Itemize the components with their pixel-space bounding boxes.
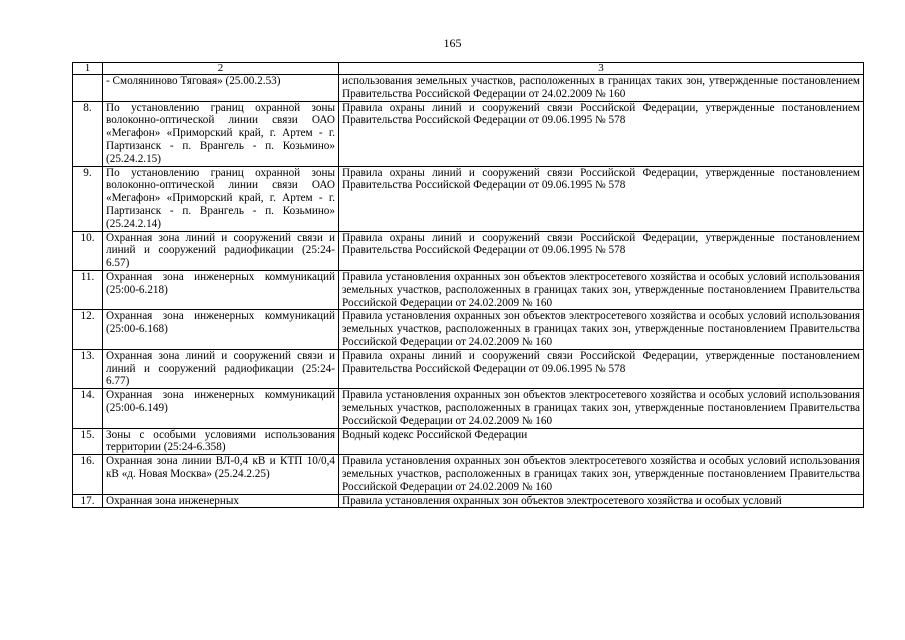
zones-table: [72, 62, 864, 508]
row-number: 9.: [73, 166, 103, 231]
legal-basis: использования земельных участков, расположенных в границах таких зон, утвержденные постановлением Правительства Российской Федерации от 24.02.2009 № 160: [339, 75, 864, 102]
table-row: [73, 455, 864, 494]
row-number: 8.: [73, 101, 103, 166]
legal-basis: Водный кодекс Российской Федерации: [339, 428, 864, 455]
zone-name: Охранная зона линий и сооружений связи и линий и сооружений радиофикации (25:24-6.77): [103, 349, 339, 388]
legal-basis: Правила охраны линий и сооружений связи Российской Федерации, утвержденные постановлением Правительства Российской Федерации от 09.06.1995 № 578: [339, 349, 864, 388]
legal-basis: Правила охраны линий и сооружений связи Российской Федерации, утвержденные постановлением Правительства Российской Федерации от 09.06.1995 № 578: [339, 166, 864, 231]
table-row: [73, 428, 864, 455]
zone-name: - Смоляниново Тяговая» (25.00.2.53): [103, 75, 339, 102]
zone-name: Охранная зона инженерных коммуникаций (25:00-6.218): [103, 270, 339, 309]
row-number: 15.: [73, 428, 103, 455]
table-row: [73, 494, 864, 508]
table-row: [73, 231, 864, 270]
table-row: [73, 349, 864, 388]
legal-basis: Правила установления охранных зон объектов электросетевого хозяйства и особых условий использования земельных участков, расположенных в границах таких зон, утвержденные постановлением Правительства Российской Федерации от 24.02.2009 № 160: [339, 270, 864, 309]
row-number: 10.: [73, 231, 103, 270]
table-header-row: [73, 63, 864, 75]
table-row: [73, 310, 864, 349]
column-header-number: 1: [73, 63, 103, 75]
table-row: [73, 166, 864, 231]
legal-basis: Правила охраны линий и сооружений связи Российской Федерации, утвержденные постановлением Правительства Российской Федерации от 09.06.1995 № 578: [339, 101, 864, 166]
row-number: [73, 75, 103, 102]
table-row: [73, 389, 864, 428]
column-header-document: 3: [339, 63, 864, 75]
legal-basis: Правила установления охранных зон объектов электросетевого хозяйства и особых условий использования земельных участков, расположенных в границах таких зон, утвержденные постановлением Правительства Российской Федерации от 24.02.2009 № 160: [339, 455, 864, 494]
table-row: [73, 101, 864, 166]
zone-name: Зоны с особыми условиями использования территории (25:24-6.358): [103, 428, 339, 455]
row-number: 12.: [73, 310, 103, 349]
row-number: 17.: [73, 494, 103, 508]
zone-name: Охранная зона инженерных: [103, 494, 339, 508]
legal-basis: Правила установления охранных зон объектов электросетевого хозяйства и особых условий использования земельных участков, расположенных в границах таких зон, утвержденные постановлением Правительства Российской Федерации от 24.02.2009 № 160: [339, 310, 864, 349]
page-number: 165: [443, 36, 462, 50]
zone-name: Охранная зона инженерных коммуникаций (25:00-6.149): [103, 389, 339, 428]
zone-name: По установлению границ охранной зоны волоконно-оптической линии связи ОАО «Мегафон» «Приморский край, г. Артем - г. Партизанск - п. Врангель - п. Козьмино» (25.24.2.15): [103, 101, 339, 166]
row-number: 11.: [73, 270, 103, 309]
row-number: 13.: [73, 349, 103, 388]
zone-name: По установлению границ охранной зоны волоконно-оптической линии связи ОАО «Мегафон» «Приморский край, г. Артем - г. Партизанск - п. Врангель - п. Козьмино» (25.24.2.14): [103, 166, 339, 231]
zone-name: Охранная зона линий и сооружений связи и линий и сооружений радиофикации (25:24-6.57): [103, 231, 339, 270]
legal-basis: Правила установления охранных зон объектов электросетевого хозяйства и особых условий использования земельных участков, расположенных в границах таких зон, утвержденные постановлением Правительства Российской Федерации от 24.02.2009 № 160: [339, 389, 864, 428]
column-header-zone: 2: [103, 63, 339, 75]
table-row: [73, 270, 864, 309]
table-row: [73, 75, 864, 102]
row-number: 14.: [73, 389, 103, 428]
row-number: 16.: [73, 455, 103, 494]
zone-name: Охранная зона инженерных коммуникаций (25:00-6.168): [103, 310, 339, 349]
zone-name: Охранная зона линии ВЛ-0,4 кВ и КТП 10/0,4 кВ «д. Новая Москва» (25.24.2.25): [103, 455, 339, 494]
legal-basis: Правила установления охранных зон объектов электросетевого хозяйства и особых условий: [339, 494, 864, 508]
legal-basis: Правила охраны линий и сооружений связи Российской Федерации, утвержденные постановлением Правительства Российской Федерации от 09.06.1995 № 578: [339, 231, 864, 270]
